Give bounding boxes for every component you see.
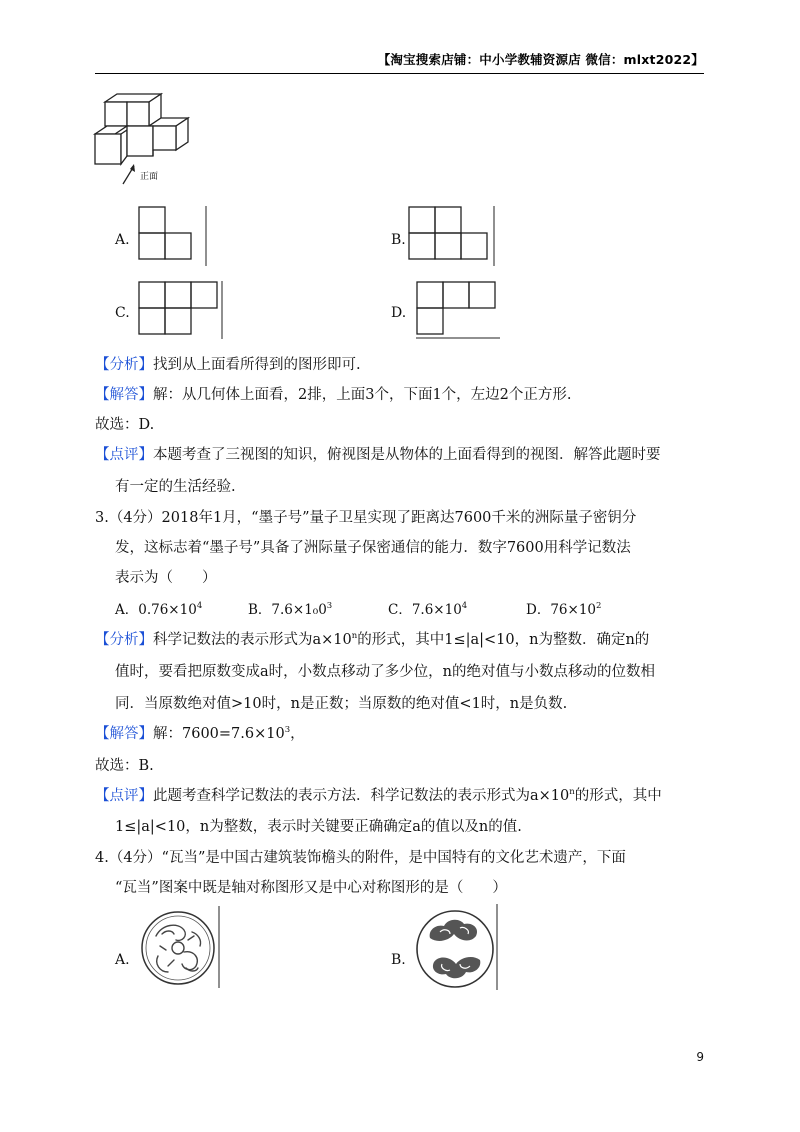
header-rule <box>95 73 704 74</box>
answer-tag: 【解答】 <box>95 387 153 403</box>
q3-option-a: A．$0.76\times 10^4$ <box>115 601 203 618</box>
q4-option-b: B. <box>391 952 406 968</box>
q2-option-b: B. <box>391 232 406 248</box>
q3-stem-1: 3.（4分）2018年1月，“墨子号”量子卫星实现了距离达7600千米的洲际量子密钥分 <box>95 510 637 526</box>
q3-analysis-1: 【分析】科学记数法的表示形式为$a\times 10^n$的形式，其中1≤|a|<10，n为整数．确定n的 <box>95 631 650 648</box>
analysis-tag: 【分析】 <box>95 632 153 648</box>
q3-option-b: B．$7.6\times 1_00^3$ <box>248 601 333 618</box>
q2-comment: 【点评】本题考查了三视图的知识，俯视图是从物体的上面看得到的视图．解答此题时要 <box>95 447 661 463</box>
q2-option-c-figure <box>138 281 228 343</box>
page-header: 【淘宝搜索店铺：中小学教辅资源店 微信：mlxt2022】 <box>377 52 704 67</box>
q3-choice: 故选：B. <box>95 758 154 774</box>
comment-tag: 【点评】 <box>95 447 153 463</box>
tile-pattern-a-image <box>138 906 220 988</box>
q2-option-a-figure <box>138 206 208 266</box>
q3-stem-3: 表示为（ ） <box>115 570 217 586</box>
q2-option-c: C. <box>115 305 130 321</box>
tile-pattern-b-image <box>414 904 500 992</box>
q4-stem-1: 4.（4分）“瓦当”是中国古建筑装饰檐头的附件，是中国特有的文化艺术遗产，下面 <box>95 850 626 866</box>
q2-comment-cont: 有一定的生活经验. <box>115 479 236 495</box>
q2-option-d-figure <box>416 281 506 343</box>
q3-option-d: D．$76\times 10^2$ <box>526 601 602 618</box>
q3-analysis-3: 同．当原数绝对值>10时，n是正数；当原数的绝对值<1时，n是负数. <box>115 696 568 712</box>
analysis-tag: 【分析】 <box>95 357 153 373</box>
q2-option-a: A. <box>115 232 130 248</box>
page-number: 9 <box>696 1050 704 1064</box>
q3-comment-1: 【点评】此题考查科学记数法的表示方法．科学记数法的表示形式为$a\times 10^n$的形式，其中 <box>95 787 662 804</box>
q3-option-c: C．$7.6\times 10^4$ <box>388 601 468 618</box>
q2-option-b-figure <box>408 206 498 266</box>
q3-comment-2: 1≤|a|<10，n为整数，表示时关键要正确确定a的值以及n的值. <box>115 819 522 835</box>
q3-stem-2: 发，这标志着“墨子号”具备了洲际量子保密通信的能力．数字7600用科学记数法 <box>115 540 631 556</box>
q4-stem-2: “瓦当”图案中既是轴对称图形又是中心对称图形的是（ ） <box>115 880 507 896</box>
answer-tag: 【解答】 <box>95 726 153 742</box>
q2-choice: 故选：D. <box>95 417 155 433</box>
q3-answer: 【解答】解：$7600=7.6\times 10^3$， <box>95 725 305 742</box>
q2-analysis: 【分析】找到从上面看所得到的图形即可. <box>95 357 361 373</box>
q2-option-d: D. <box>391 305 407 321</box>
q3-analysis-2: 值时，要看把原数变成a时，小数点移动了多少位，n的绝对值与小数点移动的位数相 <box>115 664 655 680</box>
q4-option-a: A. <box>115 952 130 968</box>
q2-answer: 【解答】解：从几何体上面看，2排，上面3个，下面1个，左边2个正方形. <box>95 387 572 403</box>
front-label: 正面 <box>140 172 159 182</box>
comment-tag: 【点评】 <box>95 788 153 804</box>
